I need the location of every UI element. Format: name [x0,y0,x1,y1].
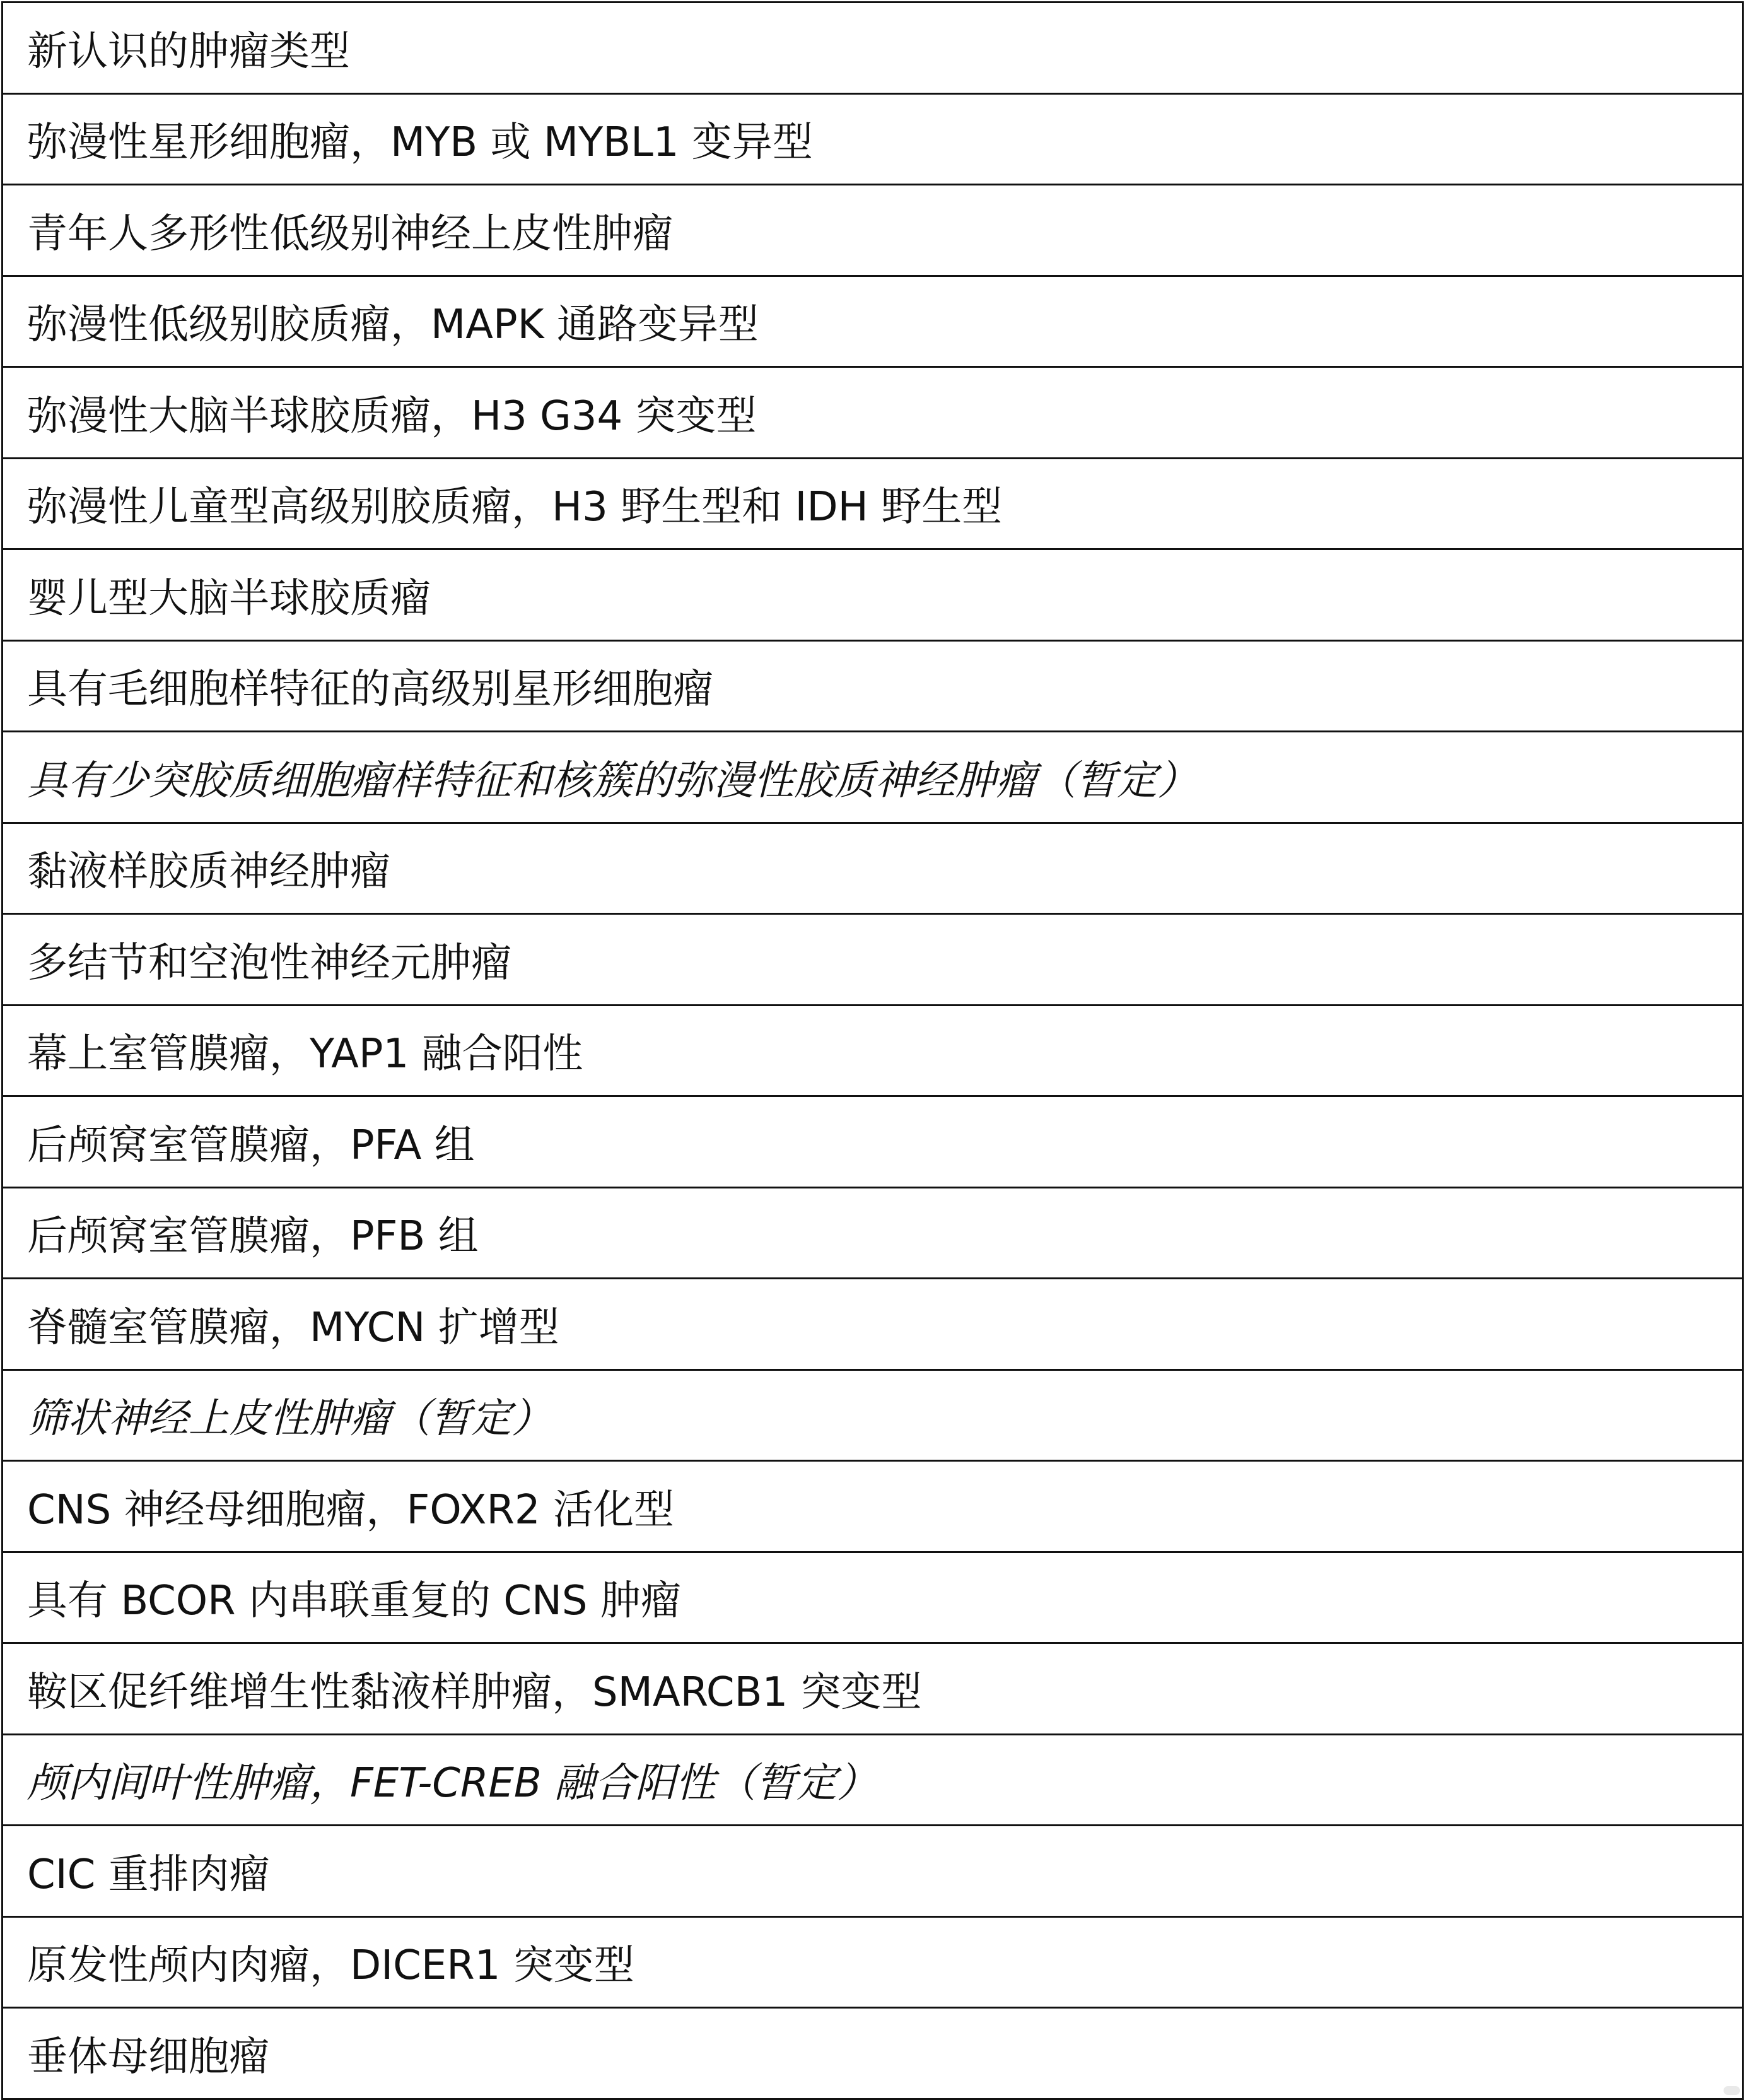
table-row: 原发性颅内肉瘤，DICER1 突变型 [3,1918,1742,2009]
table-row: 弥漫性低级别胶质瘤，MAPK 通路变异型 [3,277,1742,368]
table-row-provisional: 颅内间叶性肿瘤，FET-CREB 融合阳性（暂定） [3,1735,1742,1827]
table-row: 黏液样胶质神经肿瘤 [3,824,1742,915]
table-row: 鞍区促纤维增生性黏液样肿瘤，SMARCB1 突变型 [3,1644,1742,1735]
table-row: 具有毛细胞样特征的高级别星形细胞瘤 [3,642,1742,733]
table-row: 弥漫性大脑半球胶质瘤，H3 G34 突变型 [3,368,1742,459]
tumor-types-table [1,1,1744,2100]
table-row: CIC 重排肉瘤 [3,1826,1742,1918]
table-row: 脊髓室管膜瘤，MYCN 扩增型 [3,1279,1742,1371]
table-row: 弥漫性星形细胞瘤，MYB 或 MYBL1 变异型 [3,95,1742,186]
table-row: 后颅窝室管膜瘤，PFB 组 [3,1188,1742,1280]
table-row-provisional: 具有少突胶质细胞瘤样特征和核簇的弥漫性胶质神经肿瘤（暂定） [3,732,1742,824]
table-row: 多结节和空泡性神经元肿瘤 [3,915,1742,1006]
table-header-row: 新认识的肿瘤类型 [3,3,1742,95]
table-row: 垂体母细胞瘤 [3,2009,1742,2100]
table-row: 后颅窝室管膜瘤，PFA 组 [3,1097,1742,1188]
table-row: 幕上室管膜瘤，YAP1 融合阳性 [3,1006,1742,1098]
table-row: CNS 神经母细胞瘤，FOXR2 活化型 [3,1462,1742,1553]
corner-watermark-mark [1724,2086,1740,2095]
table-row-provisional: 筛状神经上皮性肿瘤（暂定） [3,1371,1742,1462]
table-row: 具有 BCOR 内串联重复的 CNS 肿瘤 [3,1553,1742,1645]
table-row: 青年人多形性低级别神经上皮性肿瘤 [3,185,1742,277]
table-row: 婴儿型大脑半球胶质瘤 [3,550,1742,642]
table-row: 弥漫性儿童型高级别胶质瘤，H3 野生型和 IDH 野生型 [3,459,1742,551]
